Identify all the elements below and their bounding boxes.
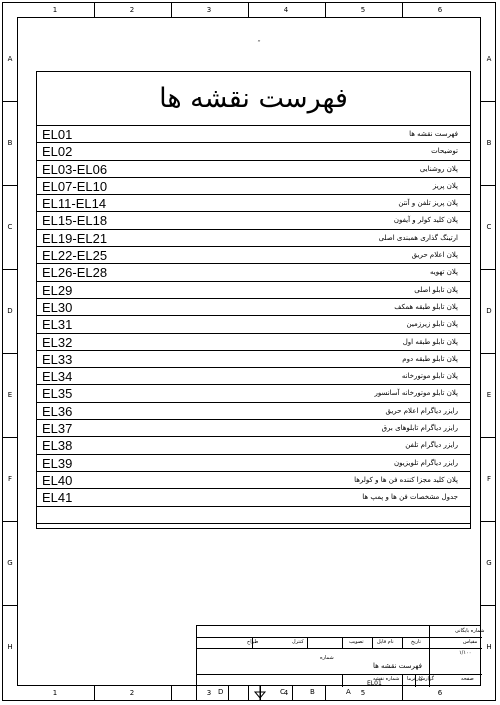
zone-row-label: G xyxy=(7,559,13,567)
zone-row-label: C xyxy=(7,223,13,231)
zone-tick xyxy=(2,437,17,438)
drawing-description: پلان روشنایی xyxy=(419,164,458,173)
zone-row-label: A xyxy=(486,55,492,63)
page-label: صفحه xyxy=(461,676,474,682)
zone-row-label: F xyxy=(7,475,13,483)
date-label: تاریخ xyxy=(411,639,421,645)
index-row xyxy=(37,178,470,195)
zone-row-label: A xyxy=(7,55,13,63)
zone-tick xyxy=(325,2,326,17)
zone-col-label: 2 xyxy=(129,6,135,14)
zone-tick xyxy=(2,521,17,522)
rev-box-label: A xyxy=(346,688,351,696)
drawing-description: رایزر دیاگرام اعلام حریق xyxy=(385,406,458,415)
index-row xyxy=(37,420,470,437)
rev-box-label: C xyxy=(280,688,285,696)
index-row xyxy=(37,264,470,281)
drawing-code: EL38 xyxy=(42,438,73,454)
zone-tick xyxy=(402,686,403,701)
index-row xyxy=(37,247,470,264)
drawing-code: EL39 xyxy=(42,455,73,471)
drawing-description: پلان اعلام حریق xyxy=(411,251,458,260)
index-row xyxy=(37,472,470,489)
drawing-description: پلان تابلو موتورخانه آسانسور xyxy=(374,389,458,398)
zone-row-label: G xyxy=(486,559,492,567)
zone-row-label: B xyxy=(7,139,13,147)
scale-value: ۱/۱۰۰ xyxy=(459,650,472,656)
zone-tick xyxy=(325,686,326,701)
drawing-description: پلان تابلو زیرزمین xyxy=(406,320,458,329)
zone-tick xyxy=(171,2,172,17)
drawing-description: پلان کلید کولر و آیفون xyxy=(393,216,458,225)
drawing-description: توضیحات xyxy=(431,147,458,156)
drawing-description: پلان تهویه xyxy=(430,268,458,277)
zone-row-label: H xyxy=(486,643,492,651)
zone-col-label: 6 xyxy=(437,6,443,14)
sheet-no-label: شماره xyxy=(320,655,334,661)
index-row xyxy=(37,351,470,368)
drawing-description: ارتینگ گذاری همبندی اصلی xyxy=(378,233,458,242)
zone-row-label: E xyxy=(486,391,492,399)
index-row xyxy=(37,334,470,351)
designer-label: طراح xyxy=(247,639,259,645)
zone-row-label: D xyxy=(486,307,492,315)
revision-boxes xyxy=(196,686,351,701)
zone-col-label: 1 xyxy=(52,689,58,697)
zone-tick xyxy=(481,101,496,102)
stray-mark: ˝ xyxy=(257,40,261,48)
zone-tick xyxy=(2,185,17,186)
zone-tick xyxy=(2,101,17,102)
index-row xyxy=(37,489,470,506)
drawing-index-table xyxy=(36,71,471,529)
drawing-description: رایزر دیاگرام تلفن xyxy=(405,441,458,450)
zone-tick xyxy=(2,353,17,354)
index-row xyxy=(37,299,470,316)
drawing-description: پلان تابلو اصلی xyxy=(414,285,458,294)
drawing-code: EL03-EL06 xyxy=(42,161,108,177)
zone-row-label: B xyxy=(486,139,492,147)
index-row xyxy=(37,212,470,229)
zone-col-label: 4 xyxy=(283,689,289,697)
zone-col-label: 4 xyxy=(283,6,289,14)
drawing-description: پلان پریز xyxy=(432,181,458,190)
drawing-code: EL29 xyxy=(42,282,73,298)
zone-row-label: E xyxy=(7,391,13,399)
zone-row-label: D xyxy=(7,307,13,315)
drawing-description: پلان کلید مجزا کننده فن ها و کولرها xyxy=(354,475,458,484)
zone-tick xyxy=(248,2,249,17)
index-row xyxy=(37,195,470,212)
zone-row-label: H xyxy=(7,643,13,651)
drawing-code: EL33 xyxy=(42,351,73,367)
drawing-description: پلان تابلو طبقه اول xyxy=(402,337,458,346)
scale-label: مقیاس xyxy=(463,639,478,645)
zone-tick xyxy=(94,2,95,17)
drawing-code: EL22-EL25 xyxy=(42,248,108,264)
zone-tick xyxy=(481,269,496,270)
zone-tick xyxy=(2,605,17,606)
drawing-description: پلان پریز تلفن و آنتن xyxy=(398,199,458,208)
sheet-number: EL01 xyxy=(367,680,382,687)
drawing-code: EL26-EL28 xyxy=(42,265,108,281)
index-row xyxy=(37,316,470,333)
report-label: گزارش xyxy=(419,676,435,682)
drawing-description: جدول مشخصات فن ها و پمپ ها xyxy=(362,493,458,502)
drawing-description: رایزر دیاگرام تلویزیون xyxy=(393,458,458,467)
title-block xyxy=(196,625,485,687)
zone-tick xyxy=(481,185,496,186)
drawing-code: EL02 xyxy=(42,144,73,160)
zone-tick xyxy=(481,605,496,606)
drawing-code: EL15-EL18 xyxy=(42,213,108,229)
drawing-code: EL41 xyxy=(42,490,73,506)
sheet-title: فهرست نقشه ها xyxy=(373,662,422,670)
approval-label: تصویب xyxy=(349,639,364,645)
archive-no-label: شماره بایگانی xyxy=(455,628,485,634)
index-row xyxy=(37,507,470,524)
zone-row-label: C xyxy=(486,223,492,231)
check-label: کنترل xyxy=(292,639,304,645)
zone-col-label: 2 xyxy=(129,689,135,697)
drawing-code: EL19-EL21 xyxy=(42,230,108,246)
index-row xyxy=(37,230,470,247)
drawing-code: EL11-EL14 xyxy=(42,196,107,212)
zone-col-label: 5 xyxy=(360,689,366,697)
drawing-code: EL32 xyxy=(42,334,73,350)
index-title: فهرست نقشه ها xyxy=(37,72,470,126)
rev-box-label: D xyxy=(218,688,224,696)
zone-tick xyxy=(402,2,403,17)
zone-col-label: 1 xyxy=(52,6,58,14)
zone-tick xyxy=(171,686,172,701)
index-row xyxy=(37,282,470,299)
drawing-code: EL30 xyxy=(42,299,73,315)
zone-tick xyxy=(481,521,496,522)
zone-col-label: 3 xyxy=(206,689,212,697)
drawing-description: پلان تابلو موتورخانه xyxy=(401,372,458,381)
index-row xyxy=(37,403,470,420)
index-row xyxy=(37,126,470,143)
drawing-code: EL01 xyxy=(42,127,73,142)
index-row xyxy=(37,161,470,178)
drawing-code: EL34 xyxy=(42,369,73,385)
drawing-description: پلان تابلو طبقه همکف xyxy=(394,302,458,311)
index-row xyxy=(37,385,470,402)
rev-box-label: B xyxy=(310,688,315,696)
drawing-description: رایزر دیاگرام تابلوهای برق xyxy=(381,424,458,433)
drawing-code: EL07-EL10 xyxy=(42,178,108,194)
zone-tick xyxy=(481,353,496,354)
index-row xyxy=(37,368,470,385)
zone-col-label: 6 xyxy=(437,689,443,697)
index-row xyxy=(37,455,470,472)
zone-tick xyxy=(2,269,17,270)
zone-row-label: F xyxy=(486,475,492,483)
drawing-code: EL37 xyxy=(42,421,73,437)
index-row xyxy=(37,437,470,454)
drawing-description: پلان تابلو طبقه دوم xyxy=(402,354,458,363)
index-rows xyxy=(37,126,470,524)
zone-tick xyxy=(481,437,496,438)
drawing-code: EL35 xyxy=(42,386,73,402)
zone-col-label: 3 xyxy=(206,6,212,14)
drawing-no-label: شماره نقشه xyxy=(373,676,400,682)
center-mark-icon xyxy=(252,686,268,701)
zone-col-label: 5 xyxy=(360,6,366,14)
drawing-code: EL31 xyxy=(42,317,73,333)
zone-tick xyxy=(94,686,95,701)
index-row xyxy=(37,143,470,160)
client-label: کارفرما xyxy=(407,676,423,682)
drawing-code: EL40 xyxy=(42,472,73,488)
drawing-code: EL36 xyxy=(42,403,73,419)
filename-label: نام فایل xyxy=(377,639,394,645)
drawing-description: فهرست نقشه ها xyxy=(409,130,458,138)
